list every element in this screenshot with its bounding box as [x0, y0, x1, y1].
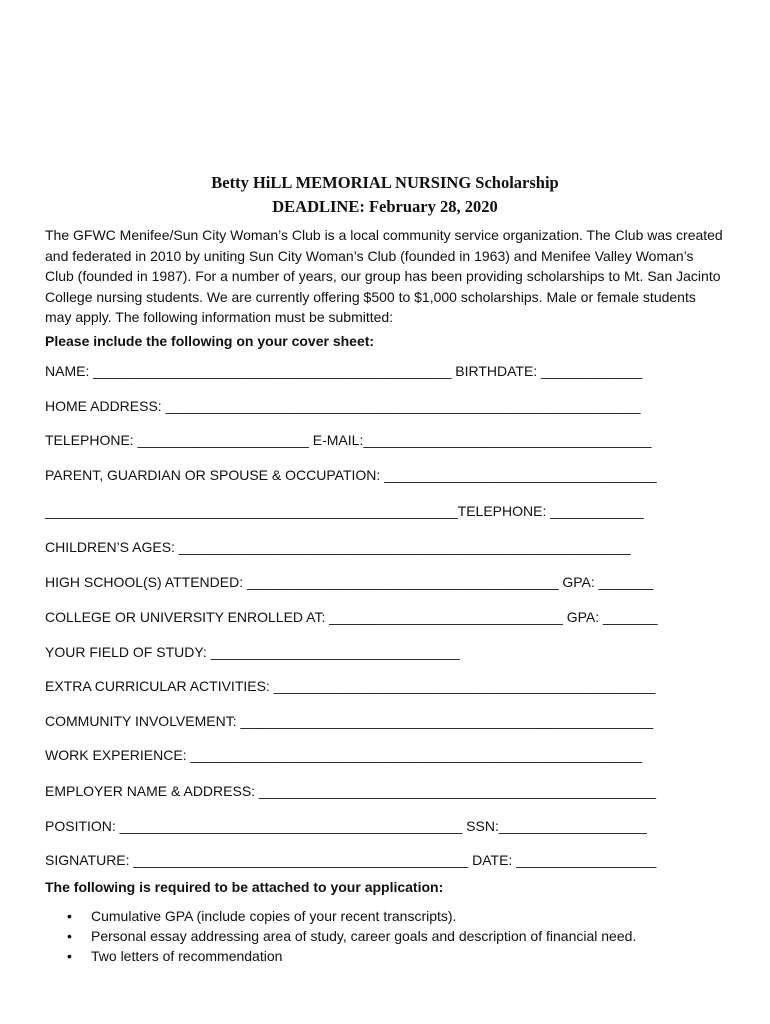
position-ssn-row: POSITION: ____________________________________________ SSN:___________________: [45, 818, 647, 834]
document-title: Betty HiLL MEMORIAL NURSING Scholarship: [211, 173, 559, 192]
employer-row: EMPLOYER NAME & ADDRESS: ___________________________________________________: [45, 783, 657, 799]
high-school-row: HIGH SCHOOL(S) ATTENDED: ________________________________________ GPA: _______: [45, 574, 654, 590]
intro-text: The GFWC Menifee/Sun City Woman’s Club is a local community service organization. The Club was created and federated in 2010 by uniting Sun City Woman’s Club (founded in 1963) and Menifee Valley Woman’s Club (founded in 1987). For a number of years, our group has been providing scholarships to Mt. San Jacinto College nursing students. We are currently offering $500 to $1,000 scholarships. Male or female students may apply. The following information must be submitted:: [45, 227, 723, 325]
bullet-icon: •: [67, 908, 72, 924]
list-item-text: Personal essay addressing area of study, career goals and description of financial need.: [91, 928, 637, 944]
telephone-email-row: TELEPHONE: ______________________ E-MAIL:_____________________________________: [45, 432, 652, 448]
list-item-text: Two letters of recommendation: [91, 948, 283, 964]
field-of-study-row: YOUR FIELD OF STUDY: ________________________________: [45, 644, 460, 660]
list-item: [45, 926, 725, 946]
bullet-icon: •: [67, 928, 72, 944]
extracurricular-row: EXTRA CURRICULAR ACTIVITIES: _________________________________________________: [45, 678, 656, 694]
list-item: [45, 906, 725, 926]
intro-paragraph: [45, 225, 725, 328]
childrens-ages-row: CHILDREN’S AGES: __________________________________________________________: [45, 539, 631, 555]
home-address-row: HOME ADDRESS: _____________________________________________________________: [45, 398, 641, 414]
cover-sheet-heading: Please include the following on your cover sheet:: [45, 333, 375, 349]
attachments-heading: The following is required to be attached to your application:: [45, 879, 444, 895]
work-experience-row: WORK EXPERIENCE: __________________________________________________________: [45, 747, 643, 763]
list-item-text: Cumulative GPA (include copies of your recent transcripts).: [91, 908, 457, 924]
community-involvement-row: COMMUNITY INVOLVEMENT: _____________________________________________________: [45, 713, 654, 729]
parent-telephone-row: _____________________________________________________TELEPHONE: ____________: [45, 503, 644, 519]
bullet-icon: •: [67, 948, 72, 964]
list-item: [45, 946, 725, 966]
signature-date-row: SIGNATURE: ___________________________________________ DATE: __________________: [45, 852, 657, 868]
attachments-list: [45, 906, 725, 966]
name-birthdate-row: NAME: ______________________________________________ BIRTHDATE: _____________: [45, 363, 643, 379]
deadline-line: DEADLINE: February 28, 2020: [272, 197, 498, 216]
parent-guardian-row: PARENT, GUARDIAN OR SPOUSE & OCCUPATION: ___________________________________: [45, 467, 657, 483]
college-row: COLLEGE OR UNIVERSITY ENROLLED AT: ______________________________ GPA: _______: [45, 609, 658, 625]
